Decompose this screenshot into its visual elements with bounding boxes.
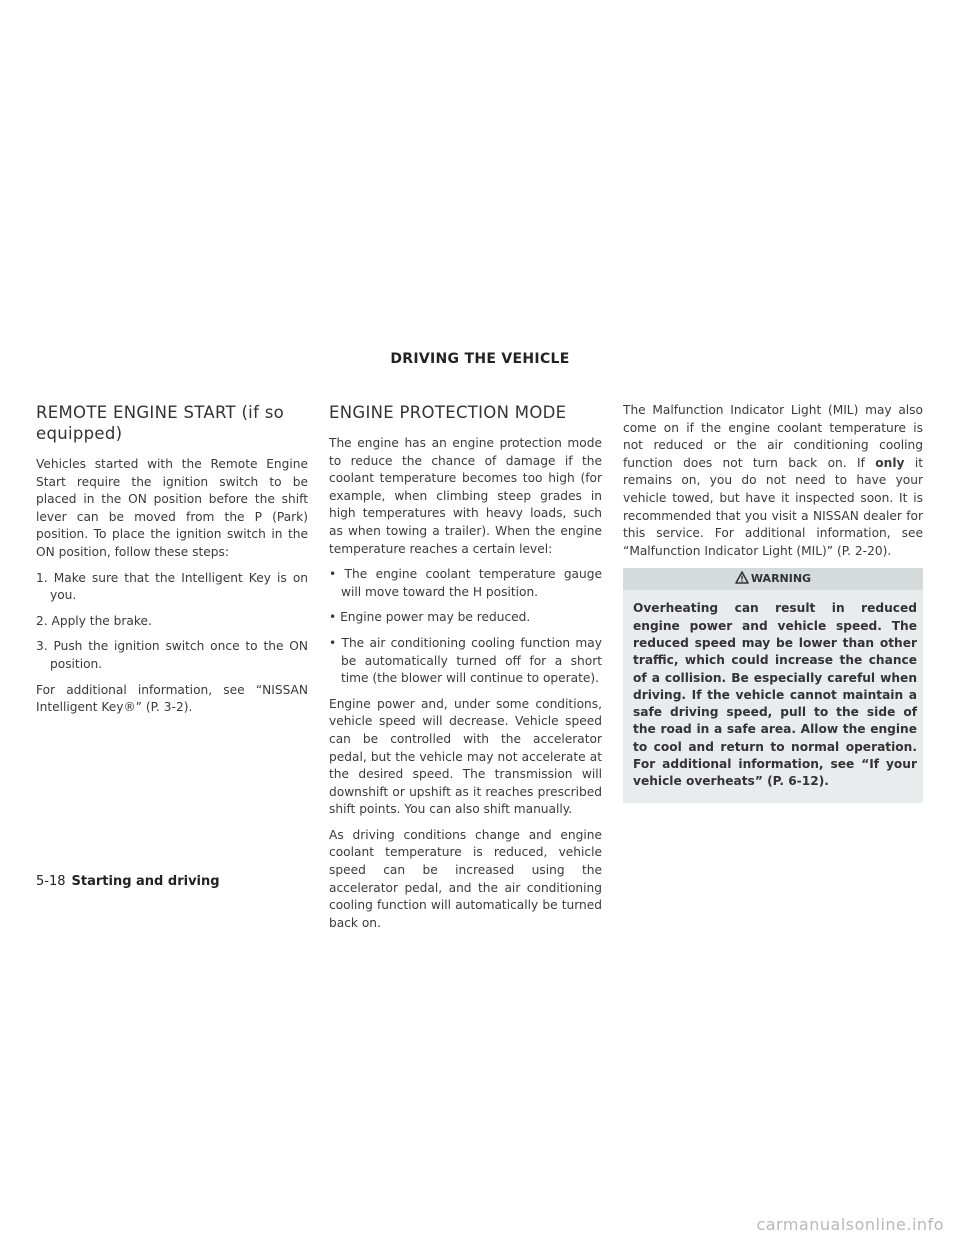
body-paragraph: Engine power and, under some conditions, vehicle speed will decrease. Vehicle speed can be controlled with the accelerator pedal, but the vehicle may not accelerate at the desired speed. The transmission will downshift or upshift as it reaches prescribed shift points. You can also shift manually. <box>329 696 602 817</box>
bullet-item: • The engine coolant temperature gauge will move toward the H position. <box>329 567 602 599</box>
mil-paragraph <box>623 402 923 560</box>
column-engine-protection <box>329 402 602 940</box>
page-number: 5-18 <box>36 874 66 889</box>
intro-paragraph: The engine has an engine protection mode to reduce the chance of damage if the coolant temperature becomes too high (for example, when climbing steep grades in high temperatures with heavy loads, such as when towing a trailer). When the engine temperature reaches a certain level: <box>329 436 602 556</box>
watermark: carmanualsonline.info <box>756 1215 944 1234</box>
heading-remote-engine-start: REMOTE ENGINE START (if so equipped) <box>36 403 285 443</box>
column-remote-engine-start <box>36 402 308 725</box>
intro-paragraph: Vehicles started with the Remote Engine Start require the ignition switch to be placed in the ON position before the shift lever can be moved from the P (Park) position. To place the ignition switch in the ON position, follow these steps: <box>36 457 308 559</box>
mil-text-after: it remains on, you do not need to have your vehicle towed, but have it inspected soon. It is recommended that you visit a NISSAN dealer for this service. For additional information, see “Malfunction Indicator Light (MIL)” (P. 2-20). <box>623 455 923 558</box>
step-item: 1. Make sure that the Intelligent Key is on you. <box>36 570 308 603</box>
warning-triangle-icon <box>735 571 749 584</box>
warning-text: Overheating can result in reduced engine power and vehicle speed. The reduced speed may be lower than other traffic, which could increase the chance of a collision. Be especially careful when driving. If the vehicle cannot maintain a safe driving speed, pull to the side of the road in a safe area. Allow the engine to cool and return to normal operation. For additional information, see “If your vehicle overheats” (P. 6-12). <box>633 601 917 789</box>
warning-label: WARNING <box>750 572 812 586</box>
bullet-item: • The air conditioning cooling function may be automatically turned off for a short time (the blower will continue to operate). <box>329 635 602 686</box>
bullet-item: • Engine power may be reduced. <box>329 610 531 625</box>
warning-header <box>623 568 923 590</box>
section-title: DRIVING THE VEHICLE <box>390 351 570 367</box>
mil-text-before: The Malfunction Indicator Light (MIL) may also come on if the engine coolant temperature is not reduced or the air conditioning cooling function does not turn back on. If <box>623 403 923 470</box>
chapter-title: Starting and driving <box>71 874 220 889</box>
mil-text-bold: only <box>875 455 905 470</box>
more-info-paragraph: For additional information, see “NISSAN Intelligent Key®” (P. 3-2). <box>36 682 308 715</box>
warning-box <box>623 568 923 802</box>
column-mil-warning <box>623 402 923 803</box>
step-item: 3. Push the ignition switch once to the ON position. <box>36 639 308 671</box>
heading-engine-protection: ENGINE PROTECTION MODE <box>329 403 567 422</box>
step-item: 2. Apply the brake. <box>36 613 152 628</box>
body-paragraph: As driving conditions change and engine coolant temperature is reduced, vehicle speed can be increased using the accelerator pedal, and the air conditioning cooling function will automatically be turned back on. <box>329 827 602 930</box>
page-footer <box>36 874 220 889</box>
